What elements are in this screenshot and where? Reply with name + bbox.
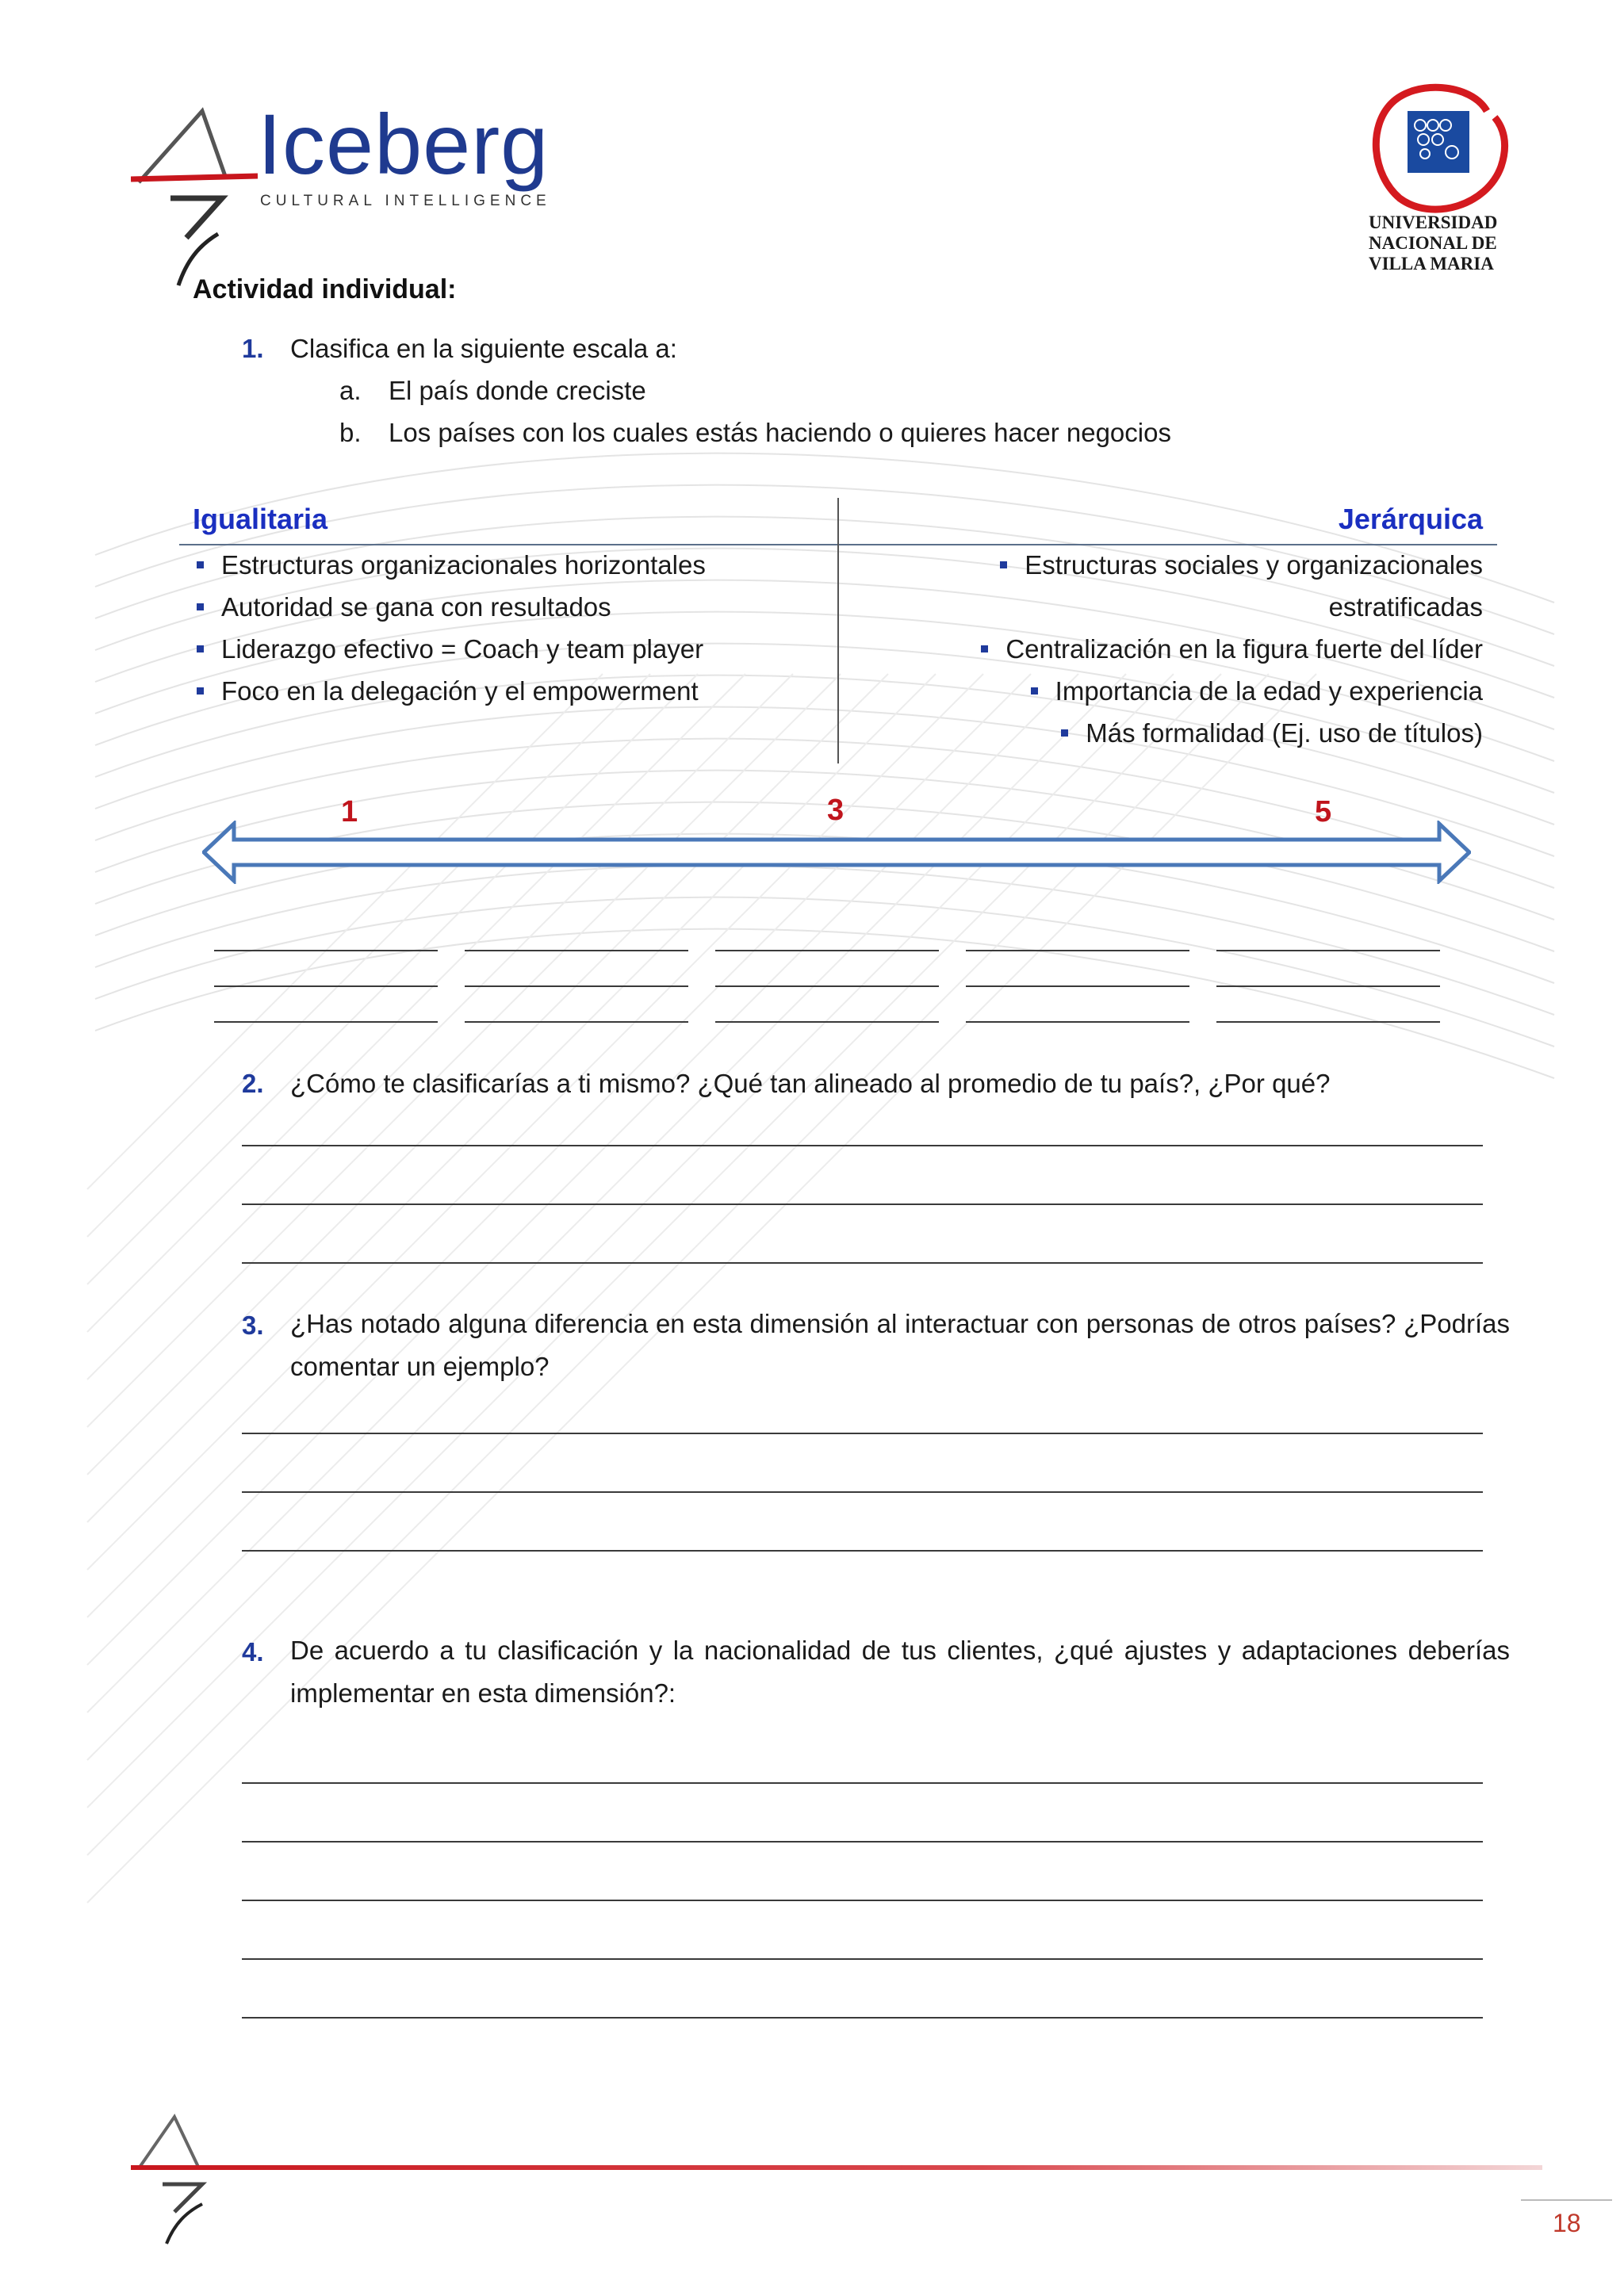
bullet-icon	[1061, 729, 1068, 737]
right-item: Estructuras sociales y organizacionales	[872, 552, 1483, 578]
answer-blank[interactable]	[1216, 985, 1440, 987]
left-item: Autoridad se gana con resultados	[197, 594, 611, 620]
scale-label-1: 1	[341, 795, 358, 828]
scale-left-title: Igualitaria	[193, 503, 328, 535]
question-1-number: 1.	[242, 334, 264, 363]
bullet-icon	[197, 645, 204, 652]
scale-label-3: 3	[827, 794, 845, 827]
logo-wordmark: Iceberg	[258, 96, 550, 192]
scale-right-title: Jerárquica	[1338, 503, 1483, 535]
answer-line[interactable]	[242, 1491, 1483, 1493]
answer-line[interactable]	[242, 1145, 1483, 1146]
page-number: 18	[1553, 2209, 1581, 2237]
bullet-icon	[197, 603, 204, 610]
left-item: Estructuras organizacionales horizontales	[197, 552, 706, 578]
question-1-text: Clasifica en la siguiente escala a:	[290, 334, 677, 363]
answer-blank[interactable]	[465, 1021, 688, 1023]
bullet-icon	[1031, 687, 1038, 695]
answer-blank[interactable]	[966, 985, 1189, 987]
question-2-number: 2.	[242, 1069, 264, 1098]
sub-item-b-letter: b.	[339, 418, 362, 447]
right-item: Importancia de la edad y experiencia	[872, 678, 1483, 704]
answer-blank[interactable]	[1216, 1021, 1440, 1023]
right-item-continuation: estratificadas	[1328, 592, 1483, 622]
question-4-number: 4.	[242, 1637, 264, 1667]
right-item: Centralización en la figura fuerte del líder	[872, 636, 1483, 662]
answer-blank[interactable]	[465, 950, 688, 951]
answer-blank[interactable]	[1216, 950, 1440, 951]
bullet-icon	[197, 561, 204, 568]
logo-tagline: CULTURAL INTELLIGENCE	[260, 193, 551, 209]
left-item: Foco en la delegación y el empowerment	[197, 678, 699, 704]
section-title: Actividad individual:	[193, 274, 457, 304]
left-item: Liderazgo efectivo = Coach y team player	[197, 636, 703, 662]
sub-item-a-letter: a.	[339, 376, 362, 405]
sub-item-b-text: Los países con los cuales estás haciendo o quieres hacer negocios	[389, 418, 1171, 447]
answer-line[interactable]	[242, 1550, 1483, 1552]
answer-line[interactable]	[242, 2017, 1483, 2019]
answer-line[interactable]	[242, 1841, 1483, 1843]
answer-line[interactable]	[242, 1433, 1483, 1434]
page-number-rule	[1521, 2199, 1612, 2201]
bullet-icon	[197, 687, 204, 695]
bullet-icon	[1000, 561, 1007, 568]
answer-blank[interactable]	[966, 1021, 1189, 1023]
scale-divider	[837, 498, 839, 763]
answer-blank[interactable]	[715, 1021, 939, 1023]
scale-label-5: 5	[1315, 795, 1332, 828]
answer-blank[interactable]	[715, 950, 939, 951]
bullet-icon	[981, 645, 988, 652]
answer-line[interactable]	[242, 1203, 1483, 1205]
answer-line[interactable]	[242, 1958, 1483, 1960]
right-item: Más formalidad (Ej. uso de títulos)	[872, 720, 1483, 746]
answer-blank[interactable]	[214, 1021, 438, 1023]
question-3-text: ¿Has notado alguna diferencia en esta dimensión al interactuar con personas de otros países? ¿Podrías comentar un ejemplo?	[290, 1309, 1510, 1381]
answer-blank[interactable]	[966, 950, 1189, 951]
university-seal-icon	[1368, 79, 1511, 214]
answer-blank[interactable]	[715, 985, 939, 987]
scale-double-arrow-icon	[202, 821, 1471, 884]
answer-line[interactable]	[242, 1782, 1483, 1784]
iceberg-logo-icon	[131, 103, 258, 293]
answer-blank[interactable]	[465, 985, 688, 987]
question-4-text: De acuerdo a tu clasificación y la nacionalidad de tus clientes, ¿qué ajustes y adaptaciones deberías implementar en esta dimensión?:	[290, 1636, 1510, 1708]
footer-iceberg-mark-icon	[131, 2113, 1542, 2248]
answer-line[interactable]	[242, 1900, 1483, 1901]
answer-blank[interactable]	[214, 985, 438, 987]
answer-blank[interactable]	[214, 950, 438, 951]
question-3-number: 3.	[242, 1311, 264, 1340]
answer-line[interactable]	[242, 1262, 1483, 1264]
university-name: UNIVERSIDAD NACIONAL DE VILLA MARIA	[1369, 212, 1498, 274]
sub-item-a-text: El país donde creciste	[389, 376, 646, 405]
question-2-text: ¿Cómo te clasificarías a ti mismo? ¿Qué tan alineado al promedio de tu país?, ¿Por qué?	[290, 1069, 1331, 1098]
